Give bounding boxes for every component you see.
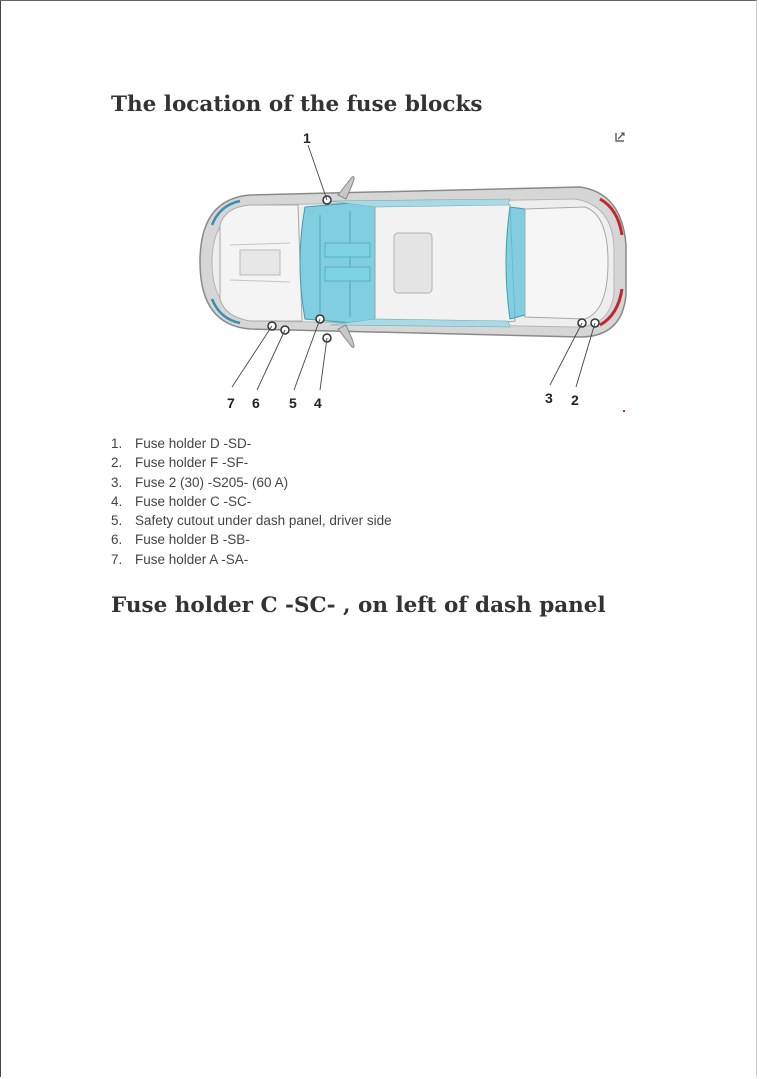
list-item: 2. Fuse holder F -SF- xyxy=(111,455,249,471)
callout-5: 5 xyxy=(289,395,297,411)
list-item: 3. Fuse 2 (30) -S205- (60 A) xyxy=(111,474,289,490)
fuse-legend-list xyxy=(111,434,392,569)
callout-2: 2 xyxy=(571,392,579,408)
zoom-corner-icon[interactable] xyxy=(616,133,624,141)
car-fuse-diagram xyxy=(190,125,640,425)
section-heading: Fuse holder C -SC- , on left of dash panel xyxy=(111,593,606,618)
list-item: 5. Safety cutout under dash panel, driver side xyxy=(111,513,392,529)
sunroof xyxy=(394,233,432,293)
page-title: The location of the fuse blocks xyxy=(111,92,483,117)
red-dot-mark xyxy=(623,410,625,412)
front-interior-highlight xyxy=(300,201,375,325)
list-item: 7. Fuse holder A -SA- xyxy=(111,551,249,567)
rear-interior-highlight xyxy=(506,207,525,319)
list-item: 1. Fuse holder D -SD- xyxy=(111,436,252,451)
callout-3: 3 xyxy=(545,390,553,406)
callout-6: 6 xyxy=(252,395,260,411)
callout-1: 1 xyxy=(303,130,311,146)
list-item: 4. Fuse holder C -SC- xyxy=(111,493,252,509)
list-item: 6. Fuse holder B -SB- xyxy=(111,532,250,548)
car-top-view-illustration xyxy=(190,125,640,425)
callout-7: 7 xyxy=(227,395,235,411)
callout-4: 4 xyxy=(314,395,322,411)
